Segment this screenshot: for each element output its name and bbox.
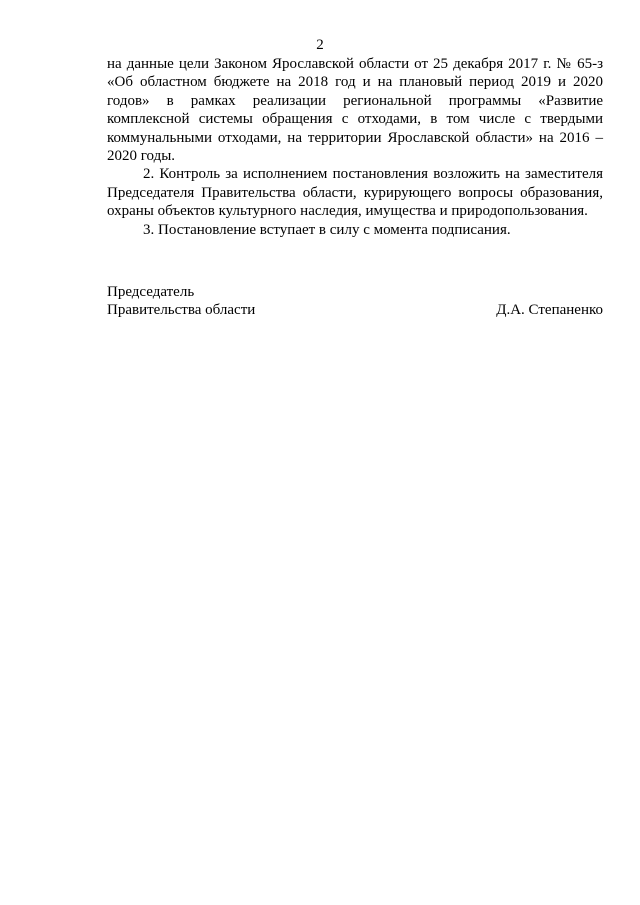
page-number: 2 bbox=[316, 37, 324, 53]
paragraph-continuation: на данные цели Законом Ярославской области от 25 декабря 2017 г. № 65-з «Об областном бюджете на 2018 год и на плановый период 2019 и 2020 годов» в рамках реализации региональной программы «Развитие комплексной системы обращения с отходами, в том числе с твердыми коммунальными отходами, на территории Ярославской области» на 2016 – 2020 годы. bbox=[107, 56, 603, 165]
document-body bbox=[107, 55, 603, 239]
paragraph-control-clause: 2. Контроль за исполнением постановления возложить на заместителя Председателя Правительства области, курирующего вопросы образования, охраны объектов культурного наследия, имущества и природопользования. bbox=[107, 166, 603, 220]
signatory-title-line2: Правительства области bbox=[107, 302, 256, 319]
paragraph-effective-clause: 3. Постановление вступает в силу с момента подписания. bbox=[143, 221, 511, 238]
signatory-name: Д.А. Степаненко bbox=[496, 302, 603, 319]
signature-row bbox=[107, 301, 603, 319]
signatory-title-line1: Председатель bbox=[107, 284, 195, 300]
signature-block bbox=[107, 283, 603, 320]
